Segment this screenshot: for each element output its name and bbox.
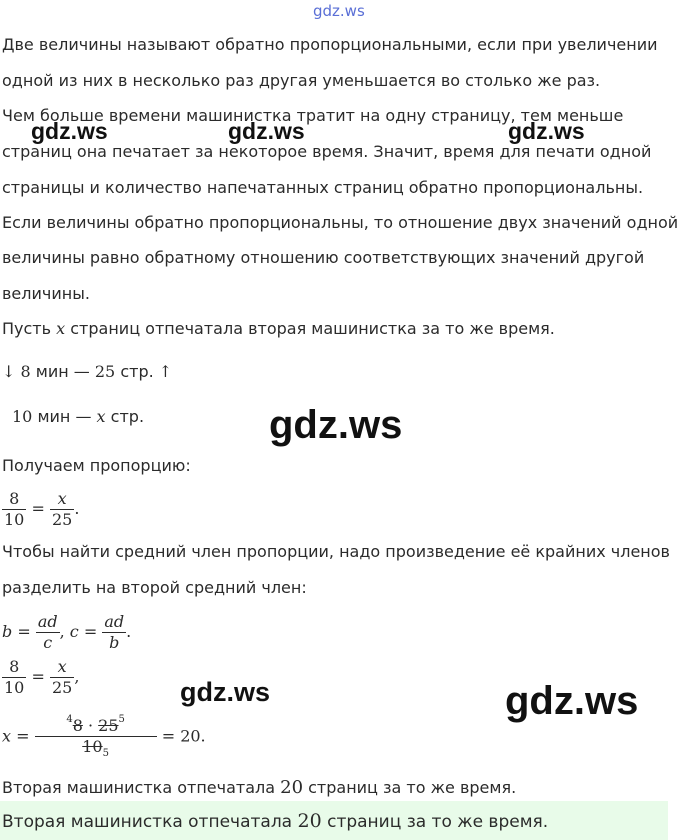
- reasoning-line-4: Если величины обратно пропорциональны, то отношение двух значений одной: [2, 213, 679, 232]
- watermark-1: gdz.ws: [31, 118, 108, 144]
- middle-rule-line-1: Чтобы найти средний член пропорции, надо произведение её крайних членов: [2, 542, 670, 561]
- reasoning-line-6: величины.: [2, 284, 90, 303]
- reasoning-line-2: страниц она печатает за некоторое время. Значит, время для печати одной: [2, 142, 652, 161]
- arrow-up-icon: ↑: [158, 362, 173, 381]
- proportion-equation-2: $\frac{8}{10}$ = $\frac{x}{25}$ ,: [4, 657, 80, 697]
- answer: Вторая машинистка отпечатала 20 страниц за то же время.: [2, 777, 517, 798]
- data-row-1: ↓ 8 мин — 25 стр. ↑: [2, 362, 173, 381]
- fraction-ad-b: $\frac{ad}{b}$: [104, 612, 125, 652]
- fraction-x-25: $\frac{x}{25}$: [51, 489, 73, 529]
- reasoning-line-5: величины равно обратному отношению соответствующих значений другой: [2, 248, 645, 267]
- arrow-down-icon: ↓: [2, 362, 16, 381]
- rule-line-1: Две величины называют обратно пропорциональными, если при увеличении: [2, 35, 658, 54]
- proportion-label: Получаем пропорцию:: [2, 456, 191, 475]
- fraction-x-25-b: $\frac{x}{25}$: [51, 657, 73, 697]
- fraction-8-10: $\frac{8}{10}$: [4, 489, 25, 529]
- final-answer-box: [0, 801, 668, 840]
- final-answer-text: Вторая машинистка отпечатала 20 страниц за то же время.: [2, 810, 549, 832]
- watermark-3: gdz.ws: [508, 118, 585, 144]
- fraction-8-10-b: $\frac{8}{10}$: [4, 657, 25, 697]
- calculation: x = $\frac{^48 \cdot 25^5}{10_5}$ = 20.: [2, 710, 206, 764]
- middle-rule-line-2: разделить на второй средний член:: [2, 578, 307, 597]
- variable-x: x: [56, 319, 66, 338]
- let-statement: Пусть x страниц отпечатала вторая машинистка за то же время.: [2, 319, 555, 338]
- data-row-2: 10 мин — x стр.: [12, 407, 145, 426]
- watermark-lower-left: gdz.ws: [180, 677, 271, 707]
- watermark-lower-right: gdz.ws: [505, 679, 639, 723]
- reasoning-line-1: Чем больше времени машинистка тратит на одну страницу, тем меньше: [2, 106, 624, 125]
- proportion-equation: $\frac{8}{10}$ = $\frac{x}{25}$ .: [4, 489, 80, 529]
- reasoning-line-3: страницы и количество напечатанных страниц обратно пропорциональны.: [2, 178, 644, 197]
- fraction-calc: $\frac{^48 \cdot 25^5}{10_5}$: [35, 710, 157, 764]
- watermark-large-center: gdz.ws: [269, 403, 403, 447]
- watermark-top: gdz.ws: [313, 2, 365, 20]
- formula: b = $\frac{ad}{c}$ , c = $\frac{ad}{b}$ .: [2, 612, 132, 652]
- fraction-ad-c: $\frac{ad}{c}$: [37, 612, 58, 652]
- rule-line-2: одной из них в несколько раз другая уменьшается во столько же раз.: [2, 71, 601, 90]
- watermark-2: gdz.ws: [228, 118, 305, 144]
